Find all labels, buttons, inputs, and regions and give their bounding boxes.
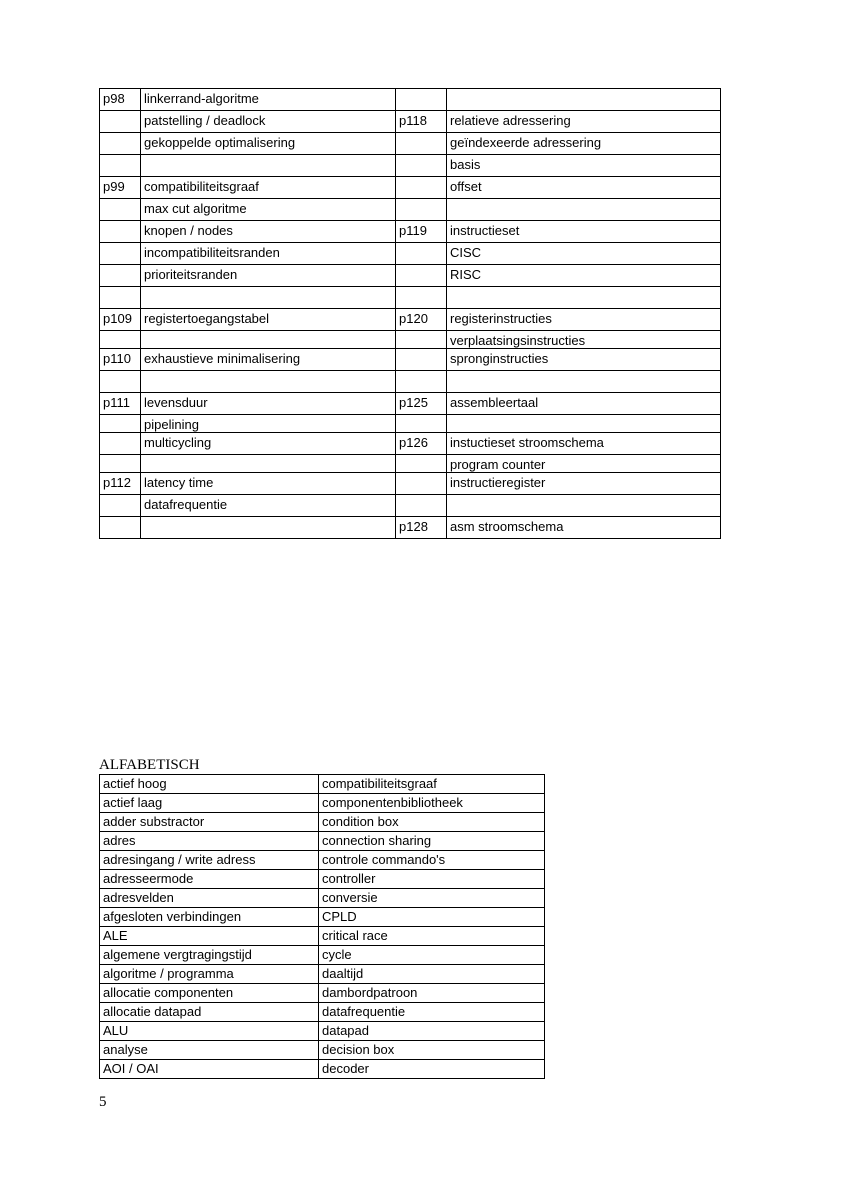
term-right: instructieset [447, 221, 721, 243]
term-column-1: analyse [100, 1041, 319, 1060]
term-right [447, 495, 721, 517]
term-right: offset [447, 177, 721, 199]
page-ref-right: p126 [396, 433, 447, 455]
term-right [447, 199, 721, 221]
term-left: multicycling [141, 433, 396, 455]
term-right: instuctieset stroomschema [447, 433, 721, 455]
page-ref-right [396, 199, 447, 221]
term-left [141, 287, 396, 309]
page-ref-left [100, 243, 141, 265]
page-ref-right: p118 [396, 111, 447, 133]
term-column-1: ALE [100, 927, 319, 946]
table-row [100, 965, 545, 984]
page-ref-right [396, 89, 447, 111]
table-row [100, 851, 545, 870]
term-column-1: algoritme / programma [100, 965, 319, 984]
page-ref-right: p119 [396, 221, 447, 243]
term-left [141, 331, 396, 349]
term-left: levensduur [141, 393, 396, 415]
term-left [141, 155, 396, 177]
table-row [100, 89, 721, 111]
term-right: RISC [447, 265, 721, 287]
table-row [100, 221, 721, 243]
table-row [100, 243, 721, 265]
term-column-2: cycle [319, 946, 545, 965]
term-column-2: daaltijd [319, 965, 545, 984]
table-row [100, 455, 721, 473]
table-row [100, 908, 545, 927]
page-ref-left [100, 517, 141, 539]
term-column-2: conversie [319, 889, 545, 908]
term-column-2: critical race [319, 927, 545, 946]
table-row [100, 111, 721, 133]
table-row [100, 889, 545, 908]
term-column-1: allocatie datapad [100, 1003, 319, 1022]
term-left: patstelling / deadlock [141, 111, 396, 133]
term-left: prioriteitsranden [141, 265, 396, 287]
term-right: CISC [447, 243, 721, 265]
table-row [100, 794, 545, 813]
term-column-2: decision box [319, 1041, 545, 1060]
term-right [447, 415, 721, 433]
table-row [100, 517, 721, 539]
term-right: geïndexeerde adressering [447, 133, 721, 155]
term-right: assembleertaal [447, 393, 721, 415]
alphabetic-table [99, 774, 545, 1079]
term-right [447, 371, 721, 393]
page-ref-left [100, 199, 141, 221]
term-column-1: adres [100, 832, 319, 851]
table-row [100, 1003, 545, 1022]
term-right [447, 287, 721, 309]
term-column-1: adresingang / write adress [100, 851, 319, 870]
table-row [100, 473, 721, 495]
page-ref-left [100, 331, 141, 349]
term-left: exhaustieve minimalisering [141, 349, 396, 371]
page-ref-right [396, 331, 447, 349]
table-row [100, 1022, 545, 1041]
term-left: registertoegangstabel [141, 309, 396, 331]
term-right: verplaatsingsinstructies [447, 331, 721, 349]
table-row [100, 927, 545, 946]
term-left: compatibiliteitsgraaf [141, 177, 396, 199]
page-ref-left: p110 [100, 349, 141, 371]
term-right: basis [447, 155, 721, 177]
page-ref-left [100, 133, 141, 155]
table-row [100, 309, 721, 331]
page-ref-left: p112 [100, 473, 141, 495]
page-number: 5 [99, 1094, 107, 1110]
term-left [141, 371, 396, 393]
term-column-2: datapad [319, 1022, 545, 1041]
term-left [141, 455, 396, 473]
term-left: knopen / nodes [141, 221, 396, 243]
page-ref-left [100, 433, 141, 455]
term-right: relatieve adressering [447, 111, 721, 133]
page-ref-right [396, 473, 447, 495]
term-left: max cut algoritme [141, 199, 396, 221]
page-ref-right [396, 177, 447, 199]
term-right: program counter [447, 455, 721, 473]
table-row [100, 177, 721, 199]
term-column-2: decoder [319, 1060, 545, 1079]
term-left: gekoppelde optimalisering [141, 133, 396, 155]
page-ref-right [396, 455, 447, 473]
table-row [100, 331, 721, 349]
table-row [100, 349, 721, 371]
page-ref-left [100, 155, 141, 177]
table-row [100, 495, 721, 517]
term-column-1: algemene vergtragingstijd [100, 946, 319, 965]
page-ref-right [396, 243, 447, 265]
table-row [100, 287, 721, 309]
page-ref-left [100, 455, 141, 473]
table-row [100, 832, 545, 851]
page-ref-right [396, 349, 447, 371]
term-column-2: componentenbibliotheek [319, 794, 545, 813]
term-column-1: adresvelden [100, 889, 319, 908]
term-column-1: allocatie componenten [100, 984, 319, 1003]
term-column-2: dambordpatroon [319, 984, 545, 1003]
page-ref-right [396, 287, 447, 309]
page-ref-left [100, 111, 141, 133]
term-right: spronginstructies [447, 349, 721, 371]
page-ref-right [396, 265, 447, 287]
term-right: instructieregister [447, 473, 721, 495]
term-left: datafrequentie [141, 495, 396, 517]
term-column-2: compatibiliteitsgraaf [319, 775, 545, 794]
term-column-1: adder substractor [100, 813, 319, 832]
term-left: incompatibiliteitsranden [141, 243, 396, 265]
term-column-1: AOI / OAI [100, 1060, 319, 1079]
term-column-1: afgesloten verbindingen [100, 908, 319, 927]
page-ref-left: p99 [100, 177, 141, 199]
section-title: ALFABETISCH [99, 757, 200, 773]
table-row [100, 415, 721, 433]
page-ref-left [100, 495, 141, 517]
table-row [100, 371, 721, 393]
term-column-2: controller [319, 870, 545, 889]
table-row [100, 870, 545, 889]
page-ref-left: p111 [100, 393, 141, 415]
term-column-1: actief hoog [100, 775, 319, 794]
table-row [100, 813, 545, 832]
term-column-2: CPLD [319, 908, 545, 927]
term-column-2: connection sharing [319, 832, 545, 851]
page-ref-right [396, 371, 447, 393]
table-row [100, 393, 721, 415]
page-ref-left [100, 415, 141, 433]
page-ref-left [100, 221, 141, 243]
table-row [100, 133, 721, 155]
page-ref-left [100, 287, 141, 309]
table-row [100, 775, 545, 794]
term-left: latency time [141, 473, 396, 495]
term-column-1: actief laag [100, 794, 319, 813]
page-ref-right [396, 133, 447, 155]
page-ref-left: p98 [100, 89, 141, 111]
term-column-2: condition box [319, 813, 545, 832]
term-column-1: ALU [100, 1022, 319, 1041]
page-ref-left [100, 265, 141, 287]
table-row [100, 199, 721, 221]
term-left [141, 517, 396, 539]
page-ref-right [396, 415, 447, 433]
term-left: linkerrand-algoritme [141, 89, 396, 111]
term-column-1: adresseermode [100, 870, 319, 889]
term-right: registerinstructies [447, 309, 721, 331]
table-row [100, 1060, 545, 1079]
table-row [100, 946, 545, 965]
page-ref-right: p120 [396, 309, 447, 331]
term-right [447, 89, 721, 111]
page-ref-left: p109 [100, 309, 141, 331]
term-left: pipelining [141, 415, 396, 433]
page-ref-right: p128 [396, 517, 447, 539]
table-row [100, 433, 721, 455]
page-ref-right [396, 155, 447, 177]
table-row [100, 1041, 545, 1060]
index-table [99, 88, 721, 539]
term-right: asm stroomschema [447, 517, 721, 539]
term-column-2: datafrequentie [319, 1003, 545, 1022]
page-ref-right [396, 495, 447, 517]
table-row [100, 155, 721, 177]
table-row [100, 265, 721, 287]
table-row [100, 984, 545, 1003]
term-column-2: controle commando's [319, 851, 545, 870]
page-ref-left [100, 371, 141, 393]
page-ref-right: p125 [396, 393, 447, 415]
